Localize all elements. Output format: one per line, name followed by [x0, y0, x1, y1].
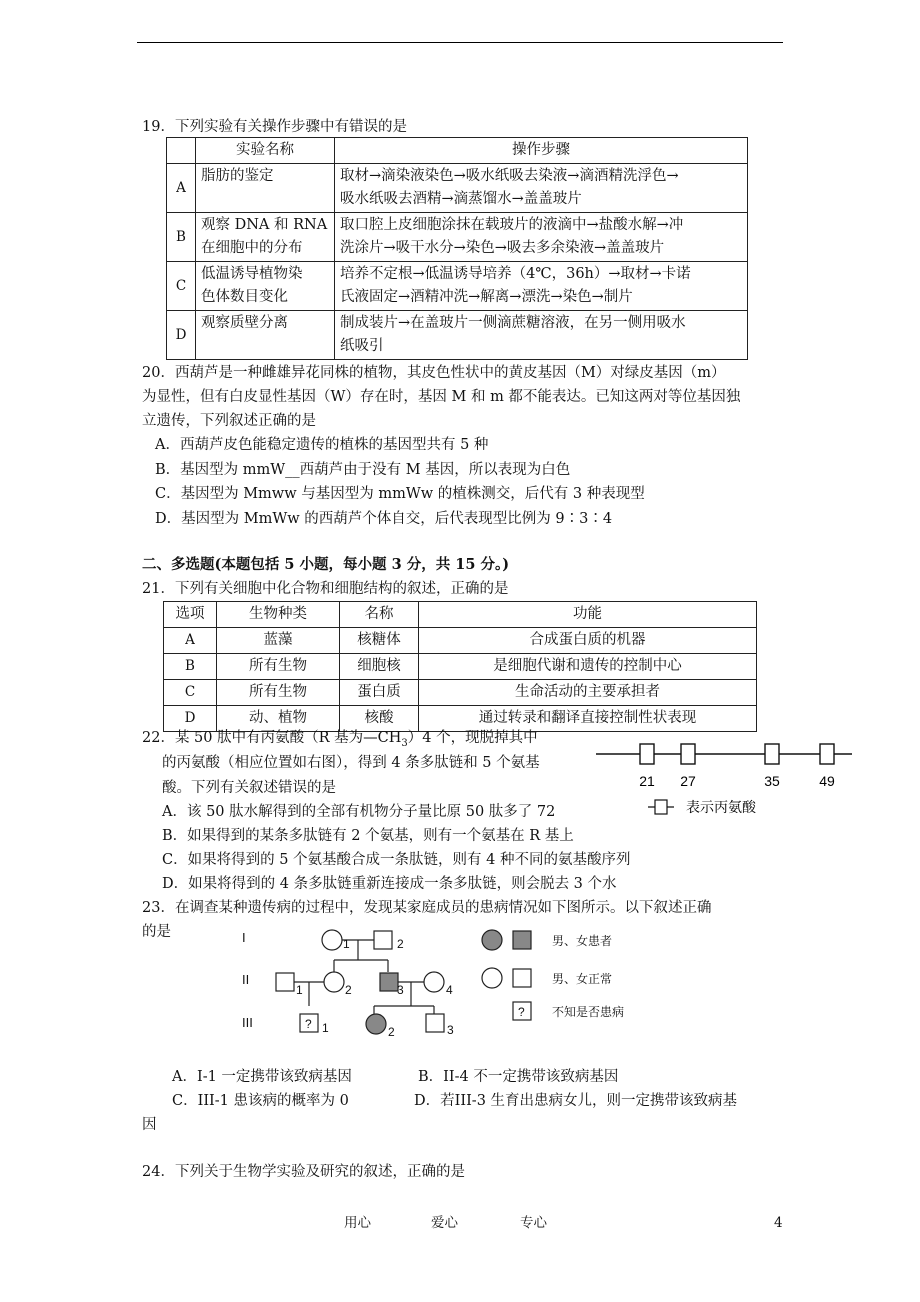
- ii3-male-affected: [380, 973, 398, 991]
- q23-option-a: A．I-1 一定携带该致病基因: [172, 1069, 352, 1085]
- q23-line-2: 的是: [142, 924, 171, 940]
- q22-option-b: B．如果得到的某条多肽链有 2 个氨基，则有一个氨基在 R 基上: [162, 828, 574, 844]
- pedigree-number: 2: [388, 1025, 395, 1039]
- q20-line-2: 为显性，但有白皮显性基因（W）存在时，基因 M 和 m 都不能表达。已知这两对等位基因独: [142, 389, 741, 405]
- pedigree-number: 2: [345, 983, 352, 997]
- q23-option-d-cont: 因: [142, 1117, 157, 1133]
- peptide-diagram: [590, 738, 860, 822]
- q19-header-steps: 操作步骤: [335, 138, 748, 164]
- position-label: 49: [819, 773, 835, 789]
- section-title: 二、多选题(本题包括 5 小题，每小题 3 分，共 15 分。): [142, 556, 510, 573]
- position-label: 21: [639, 773, 655, 789]
- header-rule: [137, 42, 783, 43]
- q21-table: 选项 生物种类 名称 功能 A 蓝藻 核糖体 合成蛋白质的机器 B 所有生物 细胞核 是细胞代谢和遗传的控制中心 C 所有生物 蛋白质 生命活动的主要承担者 D 动、植物 核酸 通过转录和翻译直接控制性状表现: [163, 601, 757, 732]
- footer-text: 专心: [520, 1215, 547, 1231]
- footer-text: 用心: [344, 1215, 371, 1231]
- q20-line-1: 20．西葫芦是一种雌雄异花同株的植物，其皮色性状中的黄皮基因（M）对绿皮基因（m）: [142, 365, 726, 381]
- table-row: D 动、植物 核酸 通过转录和翻译直接控制性状表现: [164, 706, 757, 732]
- q19-stem: 19．下列实验有关操作步骤中有错误的是: [142, 119, 407, 135]
- q22-option-d: D．如果将得到的 4 条多肽链重新连接成一条多肽链，则会脱去 3 个水: [162, 876, 617, 892]
- pedigree-number: 3: [397, 983, 404, 997]
- table-row: C 所有生物 蛋白质 生命活动的主要承担者: [164, 680, 757, 706]
- unknown-mark: ?: [518, 1005, 525, 1019]
- generation-label: I: [242, 930, 246, 945]
- generation-label: III: [242, 1015, 253, 1030]
- ii2-female-normal: [324, 972, 344, 992]
- footer-text: 爱心: [431, 1215, 458, 1231]
- pedigree-number: 1: [296, 983, 303, 997]
- alanine-legend: 表示丙氨酸: [686, 800, 756, 816]
- pedigree-number: 3: [447, 1023, 454, 1037]
- q20-option-b: B．基因型为 mmW__西葫芦由于没有 M 基因，所以表现为白色: [155, 462, 571, 478]
- pedigree-chart: [230, 920, 650, 1042]
- ii4-female-normal: [424, 972, 444, 992]
- table-row: A 脂肪的鉴定 取材→滴染液染色→吸水纸吸去染液→滴酒精洗浮色→ 吸水纸吸去酒精→滴蒸馏水→盖盖玻片: [167, 164, 748, 213]
- unknown-mark: ?: [305, 1017, 312, 1031]
- table-row: C 低温诱导植物染 色体数目变化 培养不定根→低温诱导培养（4℃，36h）→取材→卡诺 氏液固定→酒精冲洗→解离→漂洗→染色→制片: [167, 262, 748, 311]
- q20-option-a: A．西葫芦皮色能稳定遗传的植株的基因型共有 5 种: [155, 437, 489, 453]
- pedigree-number: 1: [322, 1021, 329, 1035]
- q22-line-3: 酸。下列有关叙述错误的是: [162, 780, 336, 796]
- legend-normal: 男、女正常: [552, 972, 613, 986]
- generation-label: II: [242, 972, 250, 987]
- q23-option-b: B．II-4 不一定携带该致病基因: [418, 1069, 619, 1085]
- q19-table: [166, 137, 748, 360]
- q22-option-c: C．如果将得到的 5 个氨基酸合成一条肽链，则有 4 种不同的氨基酸序列: [162, 852, 631, 868]
- q19-header-name: 实验名称: [196, 138, 335, 164]
- legend-unknown: 不知是否患病: [552, 1005, 625, 1019]
- pedigree-number: 2: [397, 937, 404, 951]
- table-row: B 所有生物 细胞核 是细胞代谢和遗传的控制中心: [164, 654, 757, 680]
- page-number: 4: [774, 1215, 783, 1231]
- i1-female-normal: [322, 930, 342, 950]
- q21-stem: 21．下列有关细胞中化合物和细胞结构的叙述，正确的是: [142, 581, 509, 597]
- q20-option-c: C．基因型为 Mmww 与基因型为 mmWw 的植株测交，后代有 3 种表现型: [155, 486, 645, 502]
- table-row: A 蓝藻 核糖体 合成蛋白质的机器: [164, 628, 757, 654]
- table-row: B 观察 DNA 和 RNA 在细胞中的分布 取口腔上皮细胞涂抹在载玻片的液滴中→盐酸水解→冲 洗涂片→吸干水分→染色→吸去多余染液→盖盖玻片: [167, 213, 748, 262]
- i2-male-normal: [374, 931, 392, 949]
- pedigree-number: 1: [343, 937, 350, 951]
- q22-option-a: A．该 50 肽水解得到的全部有机物分子量比原 50 肽多了 72: [162, 804, 556, 820]
- iii2-female-affected: [366, 1014, 386, 1034]
- q20-option-d: D．基因型为 MmWw 的西葫芦个体自交，后代表现型比例为 9∶3∶4: [155, 511, 613, 527]
- pedigree-number: 4: [446, 983, 453, 997]
- position-label: 27: [680, 773, 696, 789]
- q22-line-1: 22．某 50 肽中有丙氨酸（R 基为$—CH_3)4$ 个，现脱掉其中: [142, 730, 538, 749]
- legend-affected: 男、女患者: [552, 934, 613, 948]
- q23-option-d: D．若III-3 生育出患病女儿，则一定携带该致病基: [414, 1093, 738, 1109]
- table-row: D 观察质壁分离 制成装片→在盖玻片一侧滴蔗糖溶液，在另一侧用吸水 纸吸引: [167, 311, 748, 360]
- q23-option-c: C．III-1 患该病的概率为 0: [172, 1093, 349, 1109]
- iii3-male-normal: [426, 1014, 444, 1032]
- q24-stem: 24．下列关于生物学实验及研究的叙述，正确的是: [142, 1164, 465, 1180]
- ii1-male-normal: [276, 973, 294, 991]
- q20-line-3: 立遗传，下列叙述正确的是: [142, 413, 316, 429]
- q22-line-2: 的丙氨酸（相应位置如右图），得到 4 条多肽链和 5 个氨基: [162, 755, 540, 771]
- q23-line-1: 23．在调查某种遗传病的过程中，发现某家庭成员的患病情况如下图所示。以下叙述正确: [142, 900, 712, 916]
- position-label: 35: [764, 773, 780, 789]
